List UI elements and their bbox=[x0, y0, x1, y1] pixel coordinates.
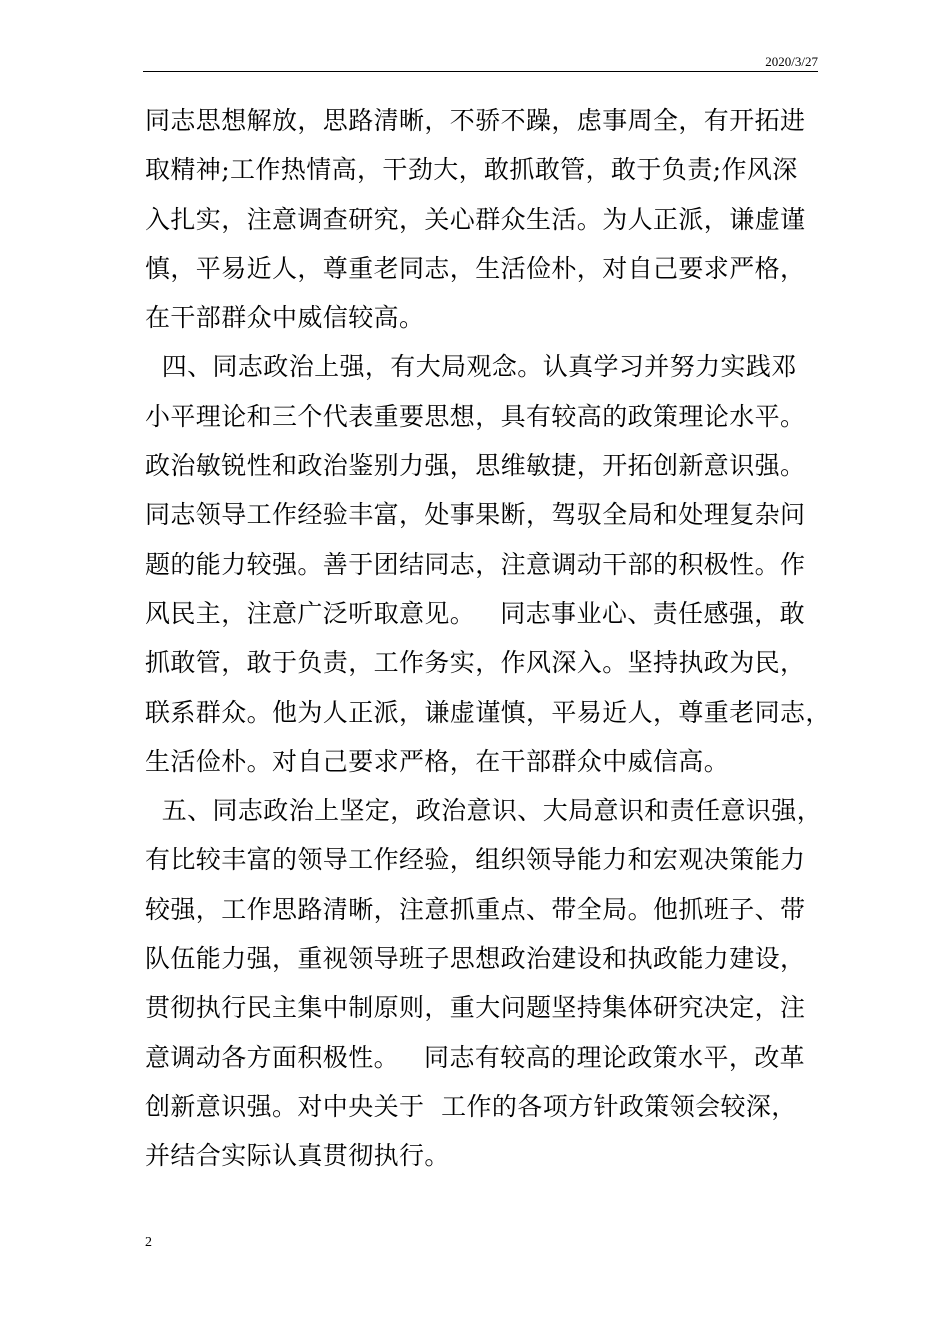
body-line: 四、同志政治上强，有大局观念。认真学习并努力实践邓 bbox=[145, 352, 797, 382]
body-line: 取精神;工作热情高，干劲大，敢抓敢管，敢于负责;作风深 bbox=[145, 155, 798, 185]
body-line: 慎，平易近人，尊重老同志，生活俭朴，对自己要求严格， bbox=[145, 253, 806, 283]
header-date: 2020/3/27 bbox=[765, 54, 818, 69]
body-line: 有比较丰富的领导工作经验，组织领导能力和宏观决策能力 bbox=[145, 845, 806, 875]
body-line: 贯彻执行民主集中制原则，重大问题坚持集体研究决定，注 bbox=[145, 993, 806, 1023]
body-line: 抓敢管，敢于负责，工作务实，作风深入。坚持执政为民， bbox=[145, 648, 806, 678]
body-line: 同志思想解放，思路清晰，不骄不躁，虑事周全，有开拓进 bbox=[145, 106, 806, 135]
body-line: 较强，工作思路清晰，注意抓重点、带全局。他抓班子、带 bbox=[145, 894, 806, 924]
body-line: 风民主，注意广泛听取意见。 同志事业心、责任感强，敢 bbox=[145, 598, 806, 628]
body-line: 小平理论和三个代表重要思想，具有较高的政策理论水平。 bbox=[145, 401, 806, 431]
body-line: 创新意识强。对中央关于 工作的各项方针政策领会较深， bbox=[145, 1091, 797, 1121]
header-rule bbox=[143, 71, 818, 72]
body-line: 入扎实，注意调查研究，关心群众生活。为人正派，谦虚谨 bbox=[145, 204, 806, 234]
body-line: 生活俭朴。对自己要求严格，在干部群众中威信高。 bbox=[145, 746, 730, 776]
body-line: 题的能力较强。善于团结同志，注意调动干部的积极性。作 bbox=[145, 549, 806, 579]
body-line: 同志领导工作经验丰富，处事果断，驾驭全局和处理复杂问 bbox=[145, 500, 806, 530]
page-number: 2 bbox=[145, 1235, 152, 1250]
body-line: 政治敏锐性和政治鉴别力强，思维敏捷，开拓创新意识强。 bbox=[145, 451, 806, 481]
body-line: 在干部群众中威信较高。 bbox=[145, 303, 425, 333]
body-line: 联系群众。他为人正派，谦虚谨慎，平易近人，尊重老同志， bbox=[145, 697, 831, 727]
body-line: 并结合实际认真贯彻执行。 bbox=[145, 1141, 450, 1171]
body-line: 队伍能力强，重视领导班子思想政治建设和执政能力建设， bbox=[145, 944, 806, 974]
body-line: 意调动各方面积极性。 同志有较高的理论政策水平，改革 bbox=[145, 1042, 806, 1072]
document-body bbox=[145, 96, 831, 1181]
body-line: 五、同志政治上坚定，政治意识、大局意识和责任意识强， bbox=[145, 796, 823, 826]
